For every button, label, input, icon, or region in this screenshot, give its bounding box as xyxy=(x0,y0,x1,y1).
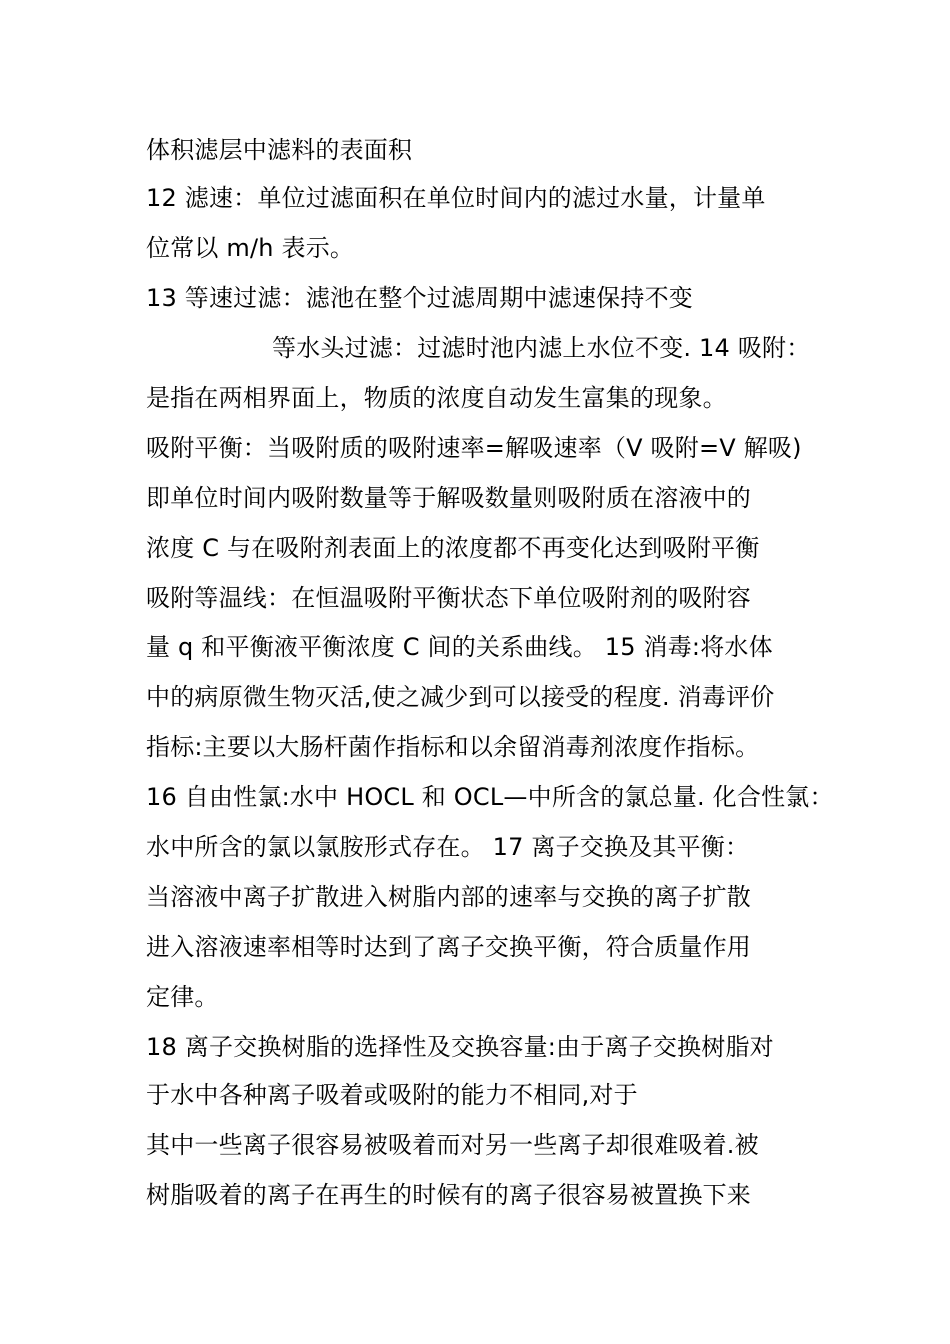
text-line: 定律。 xyxy=(146,983,219,1011)
text-line: 位常以 m/h 表示。 xyxy=(146,234,355,262)
text-line: 是指在两相界面上，物质的浓度自动发生富集的现象。 xyxy=(146,384,727,412)
text-line: 水中所含的氯以氯胺形式存在。 17 离子交换及其平衡： xyxy=(146,833,750,861)
text-line: 体积滤层中滤料的表面积 xyxy=(146,136,413,164)
text-line: 指标:主要以大肠杆菌作指标和以余留消毒剂浓度作指标。 xyxy=(146,733,760,761)
text-line: 于水中各种离子吸着或吸附的能力不相同,对于 xyxy=(146,1081,638,1109)
text-line: 13 等速过滤：滤池在整个过滤周期中滤速保持不变 xyxy=(146,284,693,312)
text-line: 当溶液中离子扩散进入树脂内部的速率与交换的离子扩散 xyxy=(146,883,751,911)
text-line: 吸附平衡：当吸附质的吸附速率=解吸速率（V 吸附=V 解吸) xyxy=(146,434,802,462)
text-line: 中的病原微生物灭活,使之减少到可以接受的程度. 消毒评价 xyxy=(146,683,775,711)
text-line: 浓度 C 与在吸附剂表面上的浓度都不再变化达到吸附平衡 xyxy=(146,534,760,562)
text-line: 树脂吸着的离子在再生的时候有的离子很容易被置换下来 xyxy=(146,1181,751,1209)
text-line: 量 q 和平衡液平衡浓度 C 间的关系曲线。 15 消毒:将水体 xyxy=(146,633,773,661)
text-line: 进入溶液速率相等时达到了离子交换平衡，符合质量作用 xyxy=(146,933,751,961)
text-line: 12 滤速：单位过滤面积在单位时间内的滤过水量，计量单 xyxy=(146,184,766,212)
text-line: 18 离子交换树脂的选择性及交换容量:由于离子交换树脂对 xyxy=(146,1033,774,1061)
text-line: 吸附等温线：在恒温吸附平衡状态下单位吸附剂的吸附容 xyxy=(146,584,751,612)
text-line: 16 自由性氯:水中 HOCL 和 OCL—中所含的氯总量. 化合性氯： xyxy=(146,783,834,811)
text-line: 等水头过滤：过滤时池内滤上水位不变. 14 吸附： xyxy=(272,334,811,362)
text-line: 即单位时间内吸附数量等于解吸数量则吸附质在溶液中的 xyxy=(146,484,751,512)
text-line: 其中一些离子很容易被吸着而对另一些离子却很难吸着.被 xyxy=(146,1131,759,1159)
